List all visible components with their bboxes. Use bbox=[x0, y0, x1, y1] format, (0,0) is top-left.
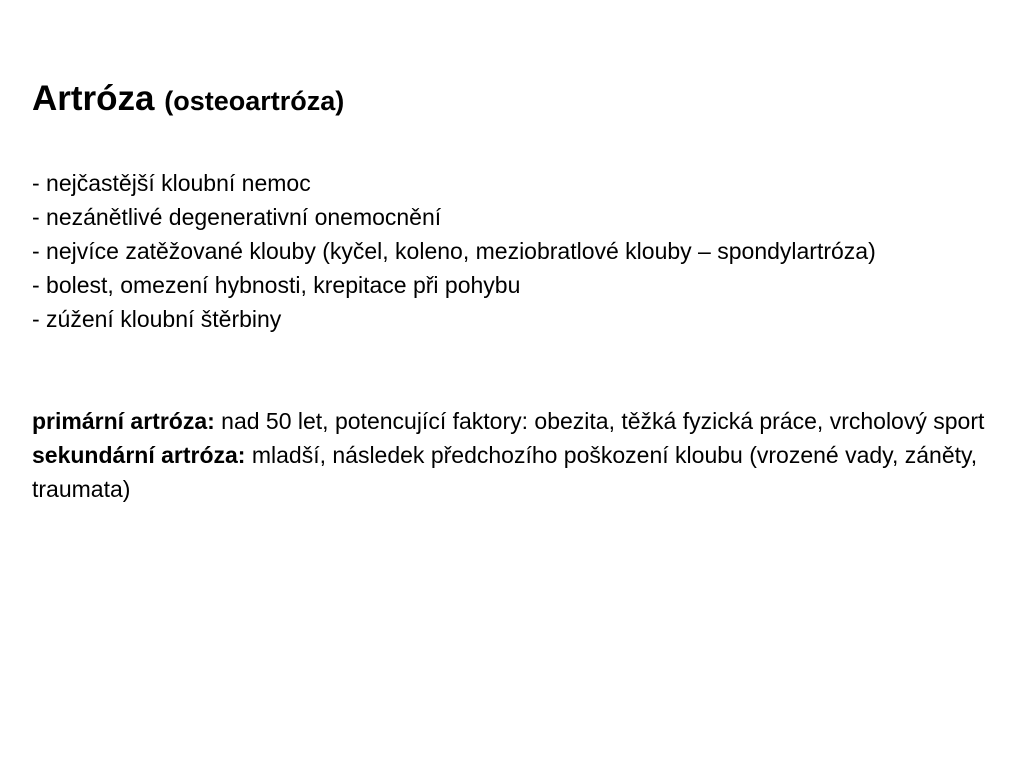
definition-term: primární artróza: bbox=[32, 408, 215, 434]
definition-text: mladší, následek předchozího poškození kloubu (vrozené vady, záněty, traumata) bbox=[32, 442, 978, 502]
definition-secondary bbox=[32, 438, 992, 506]
bullet-list bbox=[32, 166, 992, 336]
bullet-item: - zúžení kloubní štěrbiny bbox=[32, 306, 282, 332]
definitions bbox=[32, 404, 992, 506]
slide-title bbox=[32, 78, 992, 122]
definition-term: sekundární artróza: bbox=[32, 442, 246, 468]
definition-primary bbox=[32, 404, 992, 438]
bullet-item: - nejvíce zatěžované klouby (kyčel, koleno, meziobratlové klouby – spondylartróza) bbox=[32, 238, 876, 264]
slide-content bbox=[32, 78, 992, 502]
bullet-item: - bolest, omezení hybnosti, krepitace při pohybu bbox=[32, 272, 521, 298]
bullet-item: - nejčastější kloubní nemoc bbox=[32, 170, 311, 196]
title-main: Artróza bbox=[32, 79, 155, 118]
bullet-item: - nezánětlivé degenerativní onemocnění bbox=[32, 204, 442, 230]
definition-text: nad 50 let, potencující faktory: obezita, těžká fyzická práce, vrcholový sport bbox=[221, 408, 985, 434]
title-subtitle: (osteoartróza) bbox=[164, 86, 345, 116]
